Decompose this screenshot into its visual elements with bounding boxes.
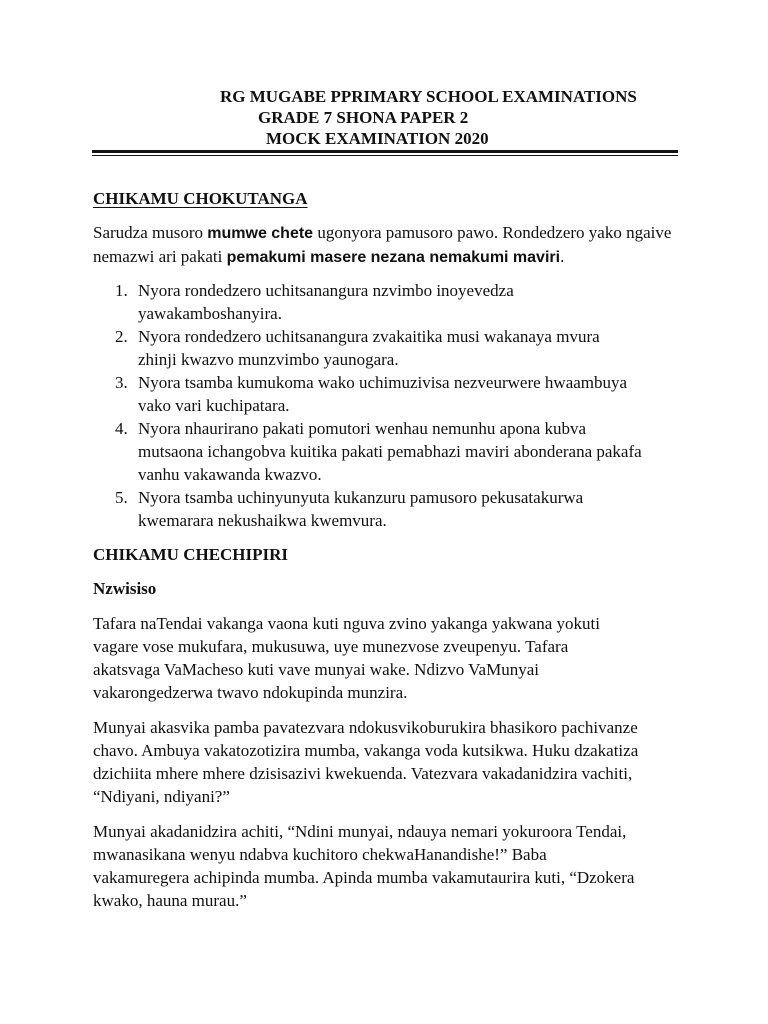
essay-topic-list [93,279,683,532]
header-rule-thick [92,150,678,153]
comprehension-paragraph [93,820,683,912]
paragraph-line: Tafara naTendai vakanga vaona kuti nguva zvino yakanga yakwana yokuti [93,614,600,633]
paragraph-line: kwako, hauna murau.” [93,891,247,910]
instructions-text-2: ugonyora pamusoro pawo. Rondedzero yako ngaive nemazwi ari pakati [93,223,672,266]
paragraph-line: vakarongedzerwa twavo ndokupinda munzira. [93,683,408,702]
comprehension-paragraph [93,612,683,704]
essay-topic-line: yawakamboshanyira. [138,304,282,323]
section-1-instructions [93,221,683,269]
exam-session-title: MOCK EXAMINATION 2020 [266,129,489,148]
essay-topic-line: kwemarara nekushaikwa kwemvura. [138,511,387,530]
paragraph-line: dzichiita mhere mhere dzisisazivi kwekuenda. Vatezvara vakadanidzira vachiti, [93,764,633,783]
essay-topic-line: Nyora rondedzero uchitsanangura zvakaitika musi wakanaya mvura [138,327,600,346]
essay-topic-number: 2. [115,327,128,346]
grade-paper-title: GRADE 7 SHONA PAPER 2 [258,108,469,127]
essay-topic-line: Nyora nhaurirano pakati pomutori wenhau nemunhu apona kubva [138,419,587,438]
essay-topic-item [93,325,683,371]
exam-body [93,187,683,912]
essay-topic-line: vako vari kuchipatara. [138,396,290,415]
essay-topic-line: Nyora tsamba uchinyunyuta kukanzuru pamusoro pekusatakurwa [138,488,584,507]
essay-topic-number: 5. [115,488,128,507]
paragraph-line: Munyai akadanidzira achiti, “Ndini munyai, ndauya nemari yokuroora Tendai, [93,822,627,841]
essay-topic-number: 3. [115,373,128,392]
comprehension-paragraph [93,716,683,808]
instructions-emphasis-2: pemakumi masere nezana nemakumi maviri [226,249,561,266]
paragraph-line: vakamuregera achipinda mumba. Apinda mumba vakamutaurira kuti, “Dzokera [93,868,635,887]
section-2-title: CHIKAMU CHECHIPIRI [93,545,289,564]
essay-topic-item [93,371,683,417]
instructions-emphasis-1: mumwe chete [207,225,314,242]
essay-topic-line: vanhu vakawanda kwazvo. [138,465,322,484]
instructions-text-1: Sarudza musoro [93,223,208,242]
essay-topic-line: Nyora rondedzero uchitsanangura nzvimbo inoyevedza [138,281,514,300]
paragraph-line: akatsvaga VaMacheso kuti vave munyai wake. Ndizvo VaMunyai [93,660,539,679]
paragraph-line: Munyai akasvika pamba pavatezvara ndokusvikoburukira bhasikoro pachivanze [93,718,638,737]
paragraph-line: “Ndiyani, ndiyani?” [93,787,230,806]
paragraph-line: mwanasikana wenyu ndabva kuchitoro chekwaHanandishe!” Baba [93,845,547,864]
header-rule-thin [92,155,678,156]
school-title: RG MUGABE PPRIMARY SCHOOL EXAMINATIONS [220,87,637,106]
paragraph-line: chavo. Ambuya vakatozotizira mumba, vakanga voda kutsikwa. Huku dzakatiza [93,741,639,760]
comprehension-subtitle: Nzwisiso [93,579,157,598]
essay-topic-item [93,417,683,486]
section-1-title: CHIKAMU CHOKUTANGA [93,189,308,208]
essay-topic-item [93,486,683,532]
paragraph-line: vagare vose mukufara, mukusuwa, uye munezvose zveupenyu. Tafara [93,637,569,656]
essay-topic-line: zhinji kwazvo munzvimbo yaunogara. [138,350,399,369]
essay-topic-line: Nyora tsamba kumukoma wako uchimuzivisa nezveurwere hwaambuya [138,373,628,392]
essay-topic-item [93,279,683,325]
essay-topic-line: mutsaona ichangobva kuitika pakati pemabhazi maviri abonderana pakafa [138,442,642,461]
instructions-text-3: . [560,247,565,266]
essay-topic-number: 4. [115,419,128,438]
essay-topic-number: 1. [115,281,128,300]
